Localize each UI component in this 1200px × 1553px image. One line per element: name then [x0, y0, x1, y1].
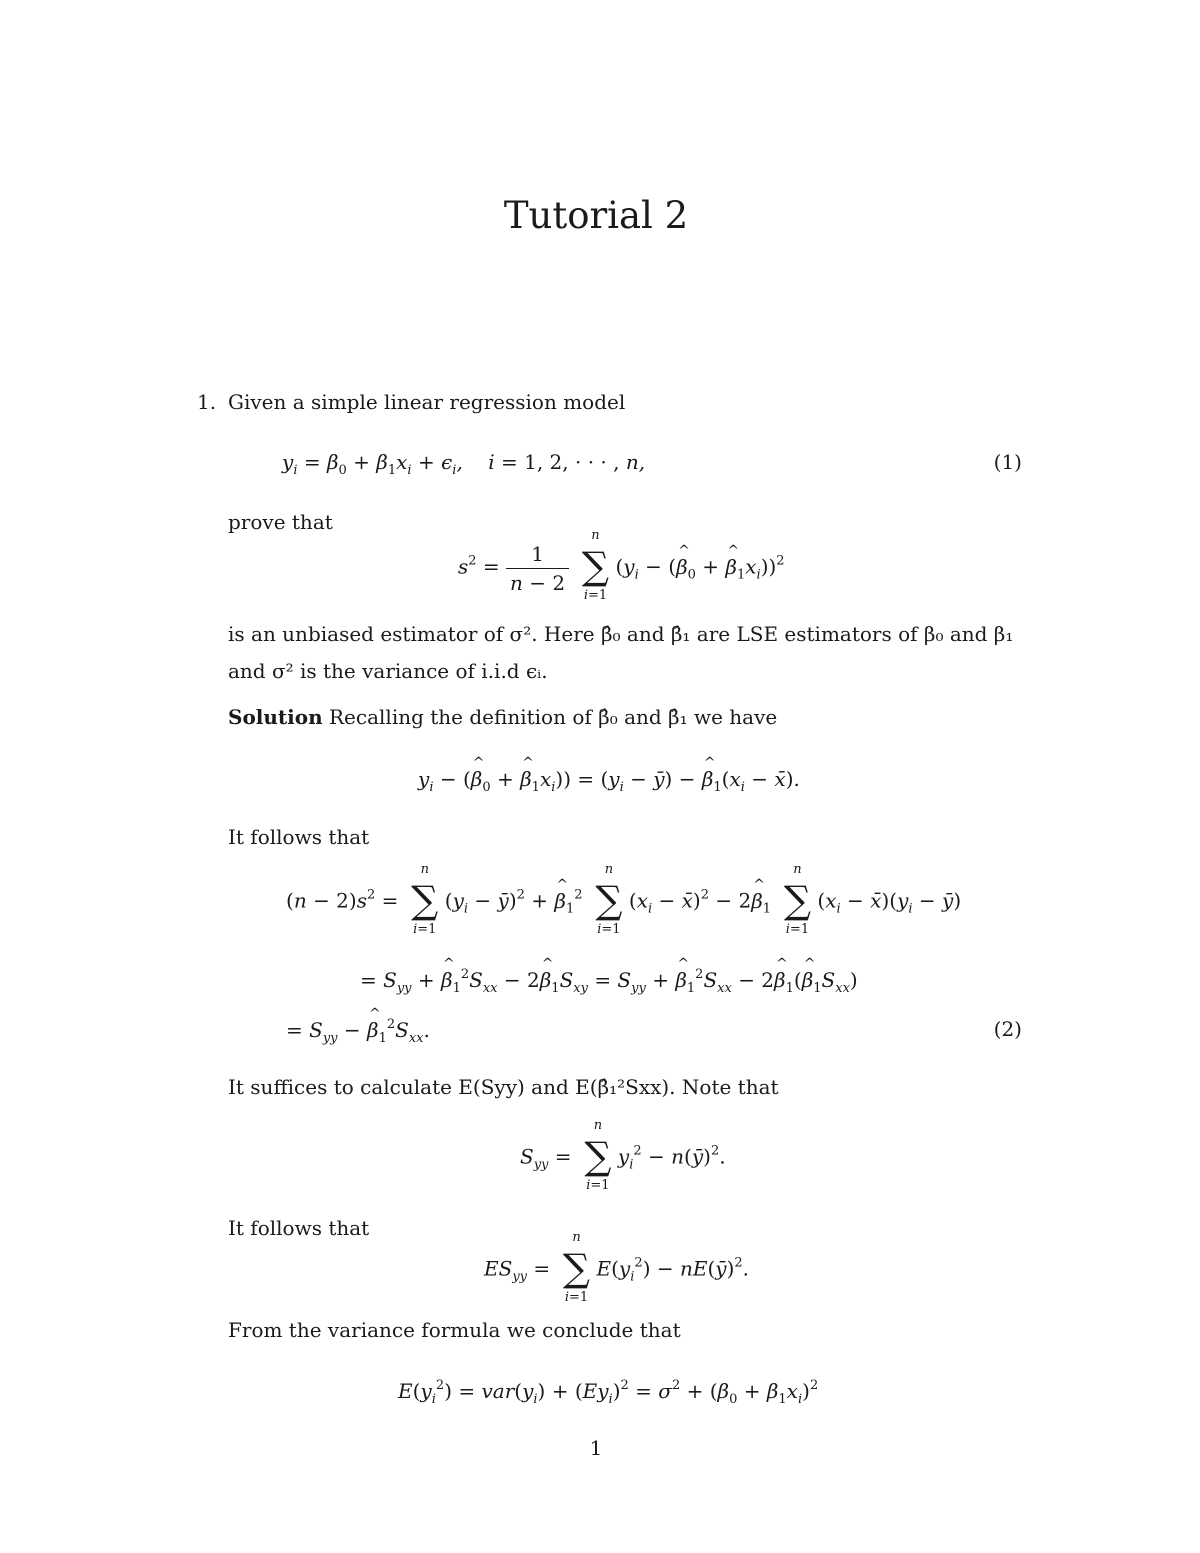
solution-label: Solution [228, 705, 323, 729]
expectation-equation: $E(y_i^2) = var(y_i) + (Ey_i)^2 = \sigma^2 + (\beta_0 + \beta_1x_i)^2$ [398, 1378, 819, 1407]
expansion-line-1: $(n - 2)s^2$ = n ∑ i=1 ($y_i$ − ȳ)$^2$ + ^ $\beta_1^2$ n ∑ i=1 ($x_i$ − x̄)$^2$ − 2^ $\beta_1$ n ∑ i=1 ($x_i$ − $x̄)(y_i$ − ȳ) [286, 862, 961, 942]
equation-1: $y_i = \beta_0 + \beta_1x_i + \epsilon_i$, i = 1, 2, · · · , n, [282, 450, 646, 478]
syy-equation: $S_{yy}$ = n ∑ i=1 $y_i^2$ − n(ȳ)$^2$. [520, 1118, 726, 1193]
equation-2-label: (2) [993, 1017, 1022, 1041]
follows-text-1: It follows that [228, 825, 370, 849]
expansion-line-3: = $S_{yy}$ − ^ $\beta_1^2S_{xx}$. [286, 1017, 430, 1046]
follows-text-2: It follows that [228, 1216, 370, 1240]
expansion-line-2: = $S_{yy}$ + ^ $\beta_1^2S_{xx}$ − 2^ $\beta_1S_{xy} = S_{yy}$ + ^ $\beta_1^2S_{xx}$ − 2^ $\beta_1(\^{}$ $\beta_1S_{xx}$) [360, 967, 858, 996]
statement-line-1: is an unbiased estimator of σ². Here β̂₀ and β̂₁ are LSE estimators of β₀ and β₁ [228, 622, 1014, 646]
solution-paragraph [228, 705, 777, 729]
residual-identity: $y_i$ − (^ $\beta_0$ + ^ $\beta_1x_i)) = (y_i$ − ȳ) − ^ $\beta_1(x_i$ − x̄). [418, 767, 800, 795]
equation-1-label: (1) [993, 450, 1022, 474]
solution-text: Recalling the definition of β̂₀ and β̂₁ we have [329, 705, 778, 729]
statement-line-2: and σ² is the variance of i.i.d ϵᵢ. [228, 659, 548, 683]
esyy-equation: $ES_{yy}$ = n ∑ i=1 $E(y_i^2)$ − nE(ȳ)$^2$. [484, 1230, 750, 1305]
page-title: Tutorial 2 [503, 194, 689, 237]
suffices-text: It suffices to calculate E(Syy) and E(β̂₁²Sxx). Note that [228, 1075, 779, 1099]
s-squared-equation: $s^2$ = $\frac{1}{n - 2}$ n ∑ i=1 ($y_i$ − (^ $\beta_0$ + ^ $\beta_1x_i))^2$ [458, 528, 785, 608]
variance-formula-text: From the variance formula we conclude that [228, 1318, 681, 1342]
page-number: 1 [589, 1436, 603, 1460]
intro-text: Given a simple linear regression model [228, 390, 626, 414]
problem-number: 1. [197, 390, 217, 414]
prove-that-text: prove that [228, 510, 333, 534]
